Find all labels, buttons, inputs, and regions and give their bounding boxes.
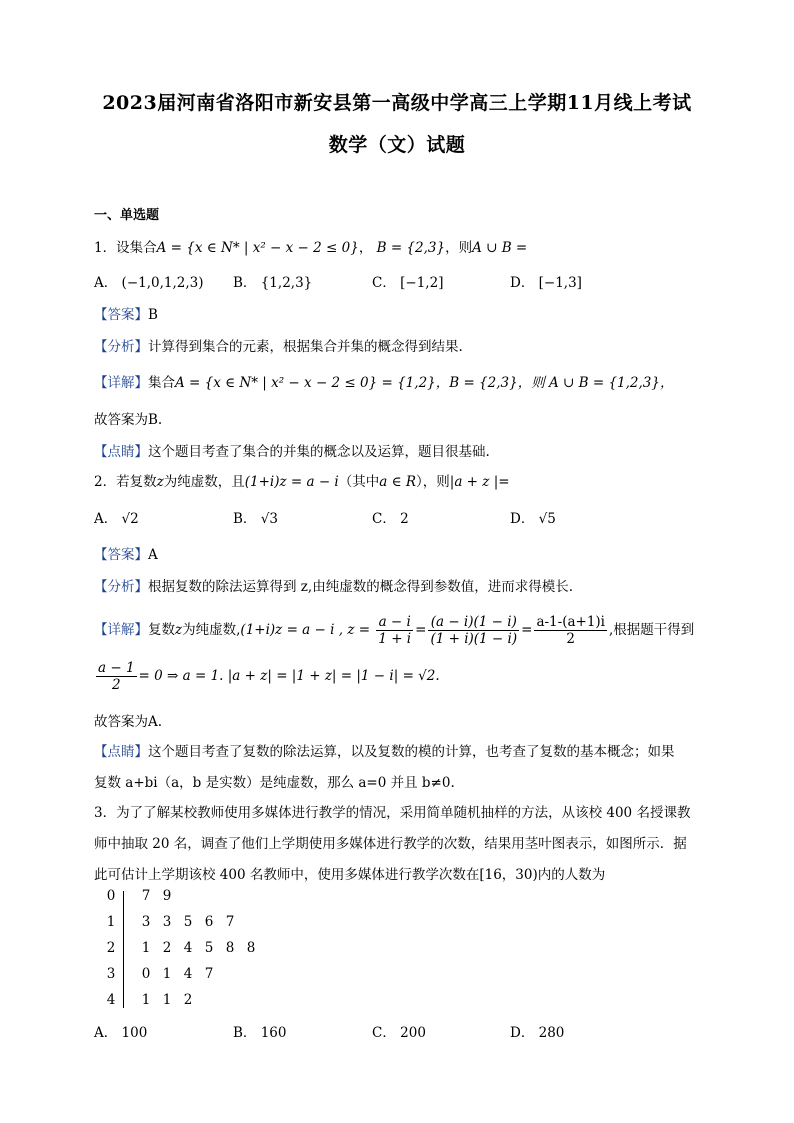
leaf-value: 8 <box>225 940 235 956</box>
q1-stem <box>94 236 527 256</box>
detail-expr: A = {x ∈ N* | x² − x − 2 ≤ 0} = {1,2}，B = {2,3}，则 A ∪ B = {1,2,3}， <box>175 375 674 391</box>
stem-value: 4 <box>106 992 116 1008</box>
fraction-4 <box>96 660 137 693</box>
q2-option-b <box>233 507 278 527</box>
leaf-value: 0 <box>141 966 151 982</box>
q2-stem-prefix: 2．若复数 <box>94 474 157 490</box>
option-value: 280 <box>538 1025 565 1041</box>
q2-option-a <box>94 507 139 527</box>
leaf-value: 7 <box>204 966 214 982</box>
stem-leaf-divider <box>123 891 124 1008</box>
option-value: 2 <box>400 511 409 527</box>
q1-conclusion: 故答案为B. <box>94 412 163 428</box>
fraction-3 <box>534 614 607 647</box>
q2-cond: a ∈ R <box>379 474 417 490</box>
analysis-tag: 【分析】 <box>94 339 148 355</box>
q2-analysis <box>94 575 573 595</box>
option-label: C． <box>372 1025 396 1041</box>
q3-option-a <box>94 1021 147 1041</box>
leaf-value: 4 <box>183 940 193 956</box>
q2-answer <box>94 543 158 563</box>
comment-tag: 【点睛】 <box>94 444 148 460</box>
answer-tag: 【答案】 <box>94 547 148 563</box>
detail-eq1: (1+i)z = a − i , z = <box>240 622 371 638</box>
option-label: D． <box>510 1025 535 1041</box>
exam-title-line2: 数学（文）试题 <box>328 134 466 156</box>
fraction-numerator: a − i <box>376 614 413 631</box>
option-label: D． <box>510 511 535 527</box>
q2-eq: (1+i)z = a − i <box>244 474 339 490</box>
q2-z: z <box>156 474 164 490</box>
detail-text1: 复数 <box>148 622 175 638</box>
option-label: A． <box>94 275 118 291</box>
q2-detail-line2 <box>94 660 440 693</box>
answer-value: A <box>148 547 158 563</box>
stem-value: 1 <box>106 914 116 930</box>
leaf-value: 5 <box>183 914 193 930</box>
q1-answer <box>94 303 158 323</box>
option-label: A． <box>94 511 118 527</box>
fraction-denominator: 2 <box>111 677 121 693</box>
fraction-2 <box>428 614 519 647</box>
detail-z: z <box>175 622 183 638</box>
answer-value: B <box>148 307 158 323</box>
fraction-numerator: (a − i)(1 − i) <box>428 614 519 631</box>
stem-value: 0 <box>106 888 116 904</box>
q2-cond-prefix: （其中 <box>338 474 380 490</box>
option-label: A． <box>94 1025 118 1041</box>
analysis-text: 根据复数的除法运算得到 z,由纯虚数的概念得到参数值，进而求得模长. <box>148 579 573 595</box>
q1-set-a: A = {x ∈ N* | x² − x − 2 ≤ 0} <box>156 240 359 256</box>
q3-option-c <box>372 1021 426 1041</box>
detail-prefix: 集合 <box>148 375 175 391</box>
comment-text: 这个题目考查了集合的并集的概念以及运算，题目很基础. <box>148 444 490 460</box>
q2-stem-mid: 为纯虚数，且 <box>163 474 245 490</box>
leaf-value: 4 <box>183 966 193 982</box>
answer-tag: 【答案】 <box>94 307 148 323</box>
leaf-value: 5 <box>204 940 214 956</box>
leaf-value: 6 <box>204 914 214 930</box>
q1-stem-suffix: ，则 <box>445 240 473 256</box>
fraction-denominator: (1 + i)(1 − i) <box>430 631 518 647</box>
q1-option-c <box>372 271 443 291</box>
q1-detail <box>94 371 674 391</box>
comment-tag: 【点睛】 <box>94 744 148 760</box>
option-value: 200 <box>400 1025 426 1041</box>
option-label: B． <box>233 1025 257 1041</box>
option-label: B． <box>233 275 257 291</box>
option-value: [−1,3] <box>538 275 582 291</box>
q2-cond-suffix: ），则 <box>416 474 450 490</box>
stem-value: 3 <box>106 966 116 982</box>
detail-tag: 【详解】 <box>94 622 148 638</box>
q3-stem-line3: 此可估计上学期该校 400 名教师中，使用多媒体进行教学次数在[16，30)内的人数为 <box>94 867 606 883</box>
q1-stem-prefix: 1．设集合 <box>94 240 157 256</box>
section-heading: 一、单选题 <box>94 208 160 223</box>
option-value: √3 <box>260 511 278 527</box>
analysis-tag: 【分析】 <box>94 579 148 595</box>
stem-value: 2 <box>106 940 116 956</box>
option-value: √5 <box>538 511 556 527</box>
q1-option-d <box>510 271 582 291</box>
q1-option-b <box>233 271 312 291</box>
q2-option-c <box>372 507 409 527</box>
leaf-value: 7 <box>225 914 235 930</box>
q2-conclusion: 故答案为A. <box>94 714 163 730</box>
fraction-1 <box>376 614 413 647</box>
option-label: D． <box>510 275 535 291</box>
q2-detail <box>94 614 694 647</box>
detail-line2: = 0 ⇒ a = 1. |a + z| = |1 + z| = |1 − i| = √2. <box>138 668 440 684</box>
option-label: C． <box>372 275 396 291</box>
option-label: B． <box>233 511 257 527</box>
q3-option-d <box>510 1021 564 1041</box>
q1-stem-mid: ， <box>358 240 373 256</box>
q2-stem <box>94 470 510 490</box>
q3-option-b <box>233 1021 287 1041</box>
q1-option-a <box>94 271 204 291</box>
option-value: {1,2,3} <box>260 275 313 291</box>
leaf-value: 2 <box>183 992 193 1008</box>
equals-sign: = <box>415 622 427 638</box>
fraction-numerator: a-1-(a+1)i <box>536 614 605 630</box>
fraction-numerator: a − 1 <box>98 660 135 676</box>
q3-stem-line1: 3．为了了解某校教师使用多媒体进行教学的情况，采用简单随机抽样的方法，从该校 400 名授课教 <box>94 805 691 821</box>
q2-comment <box>94 740 675 760</box>
detail-tail: ,根据题干得到 <box>609 622 695 638</box>
q1-set-b: B = {2,3} <box>376 240 446 256</box>
q2-expr: |a + z |= <box>449 474 510 490</box>
exam-title-line1: 2023届河南省洛阳市新安县第一高级中学高三上学期11月线上考试 <box>102 92 692 114</box>
leaf-value: 8 <box>246 940 256 956</box>
q1-expr: A ∪ B = <box>472 240 528 256</box>
q1-analysis <box>94 335 463 355</box>
option-value: [−1,2] <box>400 275 444 291</box>
leaf-value: 3 <box>141 914 151 930</box>
q3-stem-line2: 师中抽取 20 名，调查了他们上学期使用多媒体进行教学的次数，结果用茎叶图表示，如图所示．据 <box>94 836 687 852</box>
detail-text2: 为纯虚数, <box>182 622 241 638</box>
option-value: √2 <box>121 511 139 527</box>
fraction-denominator: 2 <box>566 631 576 647</box>
fraction-denominator: 1 + i <box>378 631 412 647</box>
q2-comment-line2: 复数 a+bi（a，b 是实数）是纯虚数，那么 a=0 并且 b≠0. <box>94 775 455 791</box>
option-value: (−1,0,1,2,3) <box>121 275 204 291</box>
leaf-value: 1 <box>141 992 151 1008</box>
leaf-value: 7 <box>141 888 151 904</box>
equals-sign: = <box>521 622 533 638</box>
option-label: C． <box>372 511 396 527</box>
q1-comment <box>94 440 490 460</box>
leaf-value: 2 <box>162 940 172 956</box>
analysis-text: 计算得到集合的元素，根据集合并集的概念得到结果. <box>148 339 463 355</box>
leaf-value: 1 <box>162 992 172 1008</box>
detail-tag: 【详解】 <box>94 375 148 391</box>
q2-option-d <box>510 507 556 527</box>
option-value: 160 <box>260 1025 287 1041</box>
comment-line1: 这个题目考查了复数的除法运算，以及复数的模的计算，也考查了复数的基本概念；如果 <box>148 744 675 760</box>
leaf-value: 3 <box>162 914 172 930</box>
leaf-value: 1 <box>141 940 151 956</box>
leaf-value: 1 <box>162 966 172 982</box>
leaf-value: 9 <box>162 888 172 904</box>
option-value: 100 <box>121 1025 148 1041</box>
